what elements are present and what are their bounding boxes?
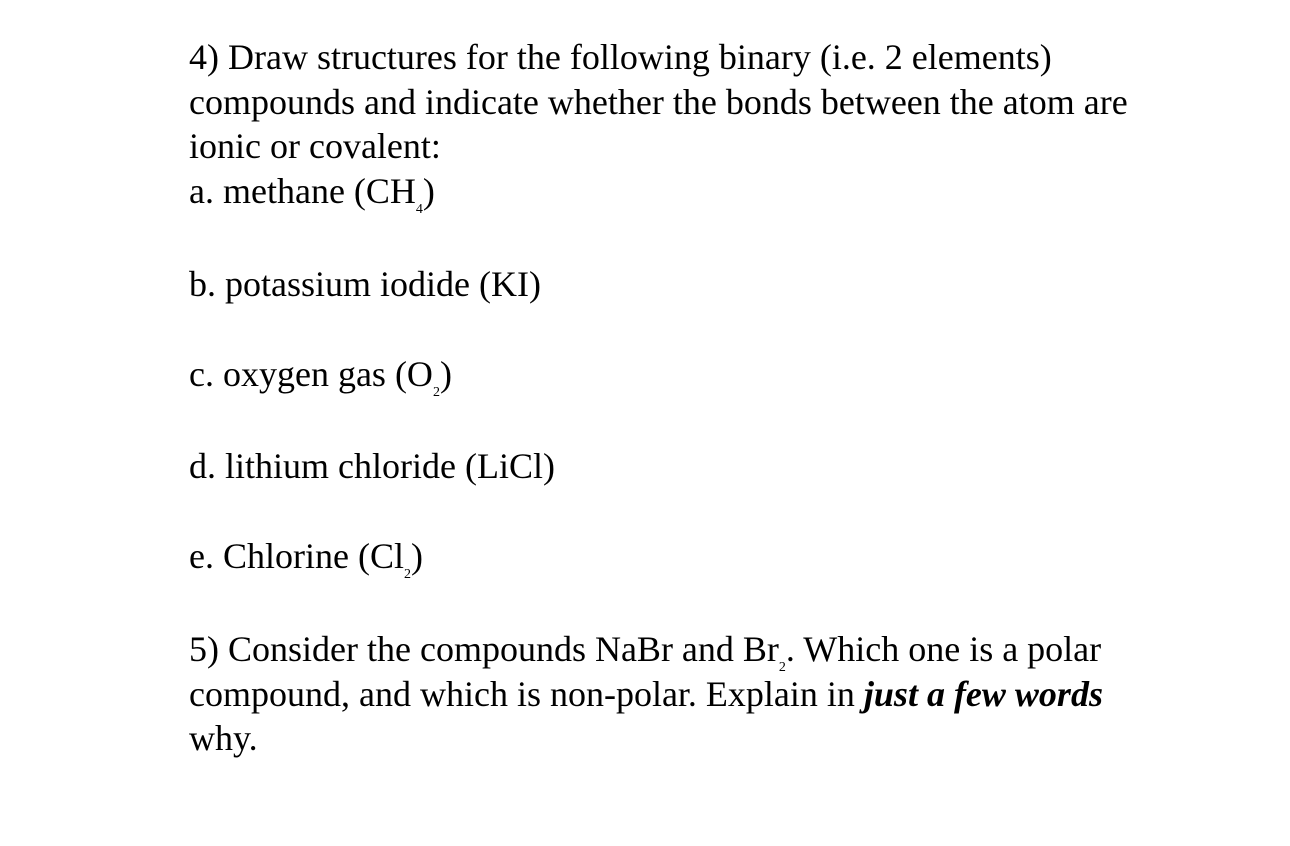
question-4-item-b: [189, 262, 1149, 307]
item-suffix: ): [410, 536, 423, 576]
item-suffix: ): [439, 354, 452, 394]
item-subscript: 2: [432, 385, 440, 400]
item-text: b. potassium iodide (KI): [189, 264, 541, 304]
item-subscript: 4: [415, 202, 423, 217]
question-5-emphasis: just a few words: [863, 673, 1103, 714]
question-4-item-d: [189, 444, 1149, 489]
question-5-text-1: 5) Consider the compounds NaBr and Br: [189, 629, 779, 669]
item-text: c. oxygen gas (O: [189, 354, 433, 394]
question-5-prompt: [189, 627, 1149, 761]
question-5-subscript: 2: [778, 660, 786, 675]
question-5-text-3: why.: [189, 718, 258, 758]
item-text: a. methane (CH: [189, 171, 416, 211]
question-4-prompt: 4) Draw structures for the following binary (i.e. 2 elements) compounds and indicate whether the bonds between the atom are ionic or covalent:: [189, 37, 1128, 166]
item-text: e. Chlorine (Cl: [189, 536, 404, 576]
question-4-item-e: [189, 534, 1149, 582]
item-suffix: ): [422, 171, 435, 211]
question-5-text-2: . Which one is a polar compound, and which is non-polar. Explain in: [189, 629, 1102, 714]
item-text: d. lithium chloride (LiCl): [189, 446, 555, 486]
question-4-item-c: [189, 352, 1149, 400]
question-4-item-a: [189, 169, 1149, 217]
item-subscript: 2: [403, 567, 411, 582]
